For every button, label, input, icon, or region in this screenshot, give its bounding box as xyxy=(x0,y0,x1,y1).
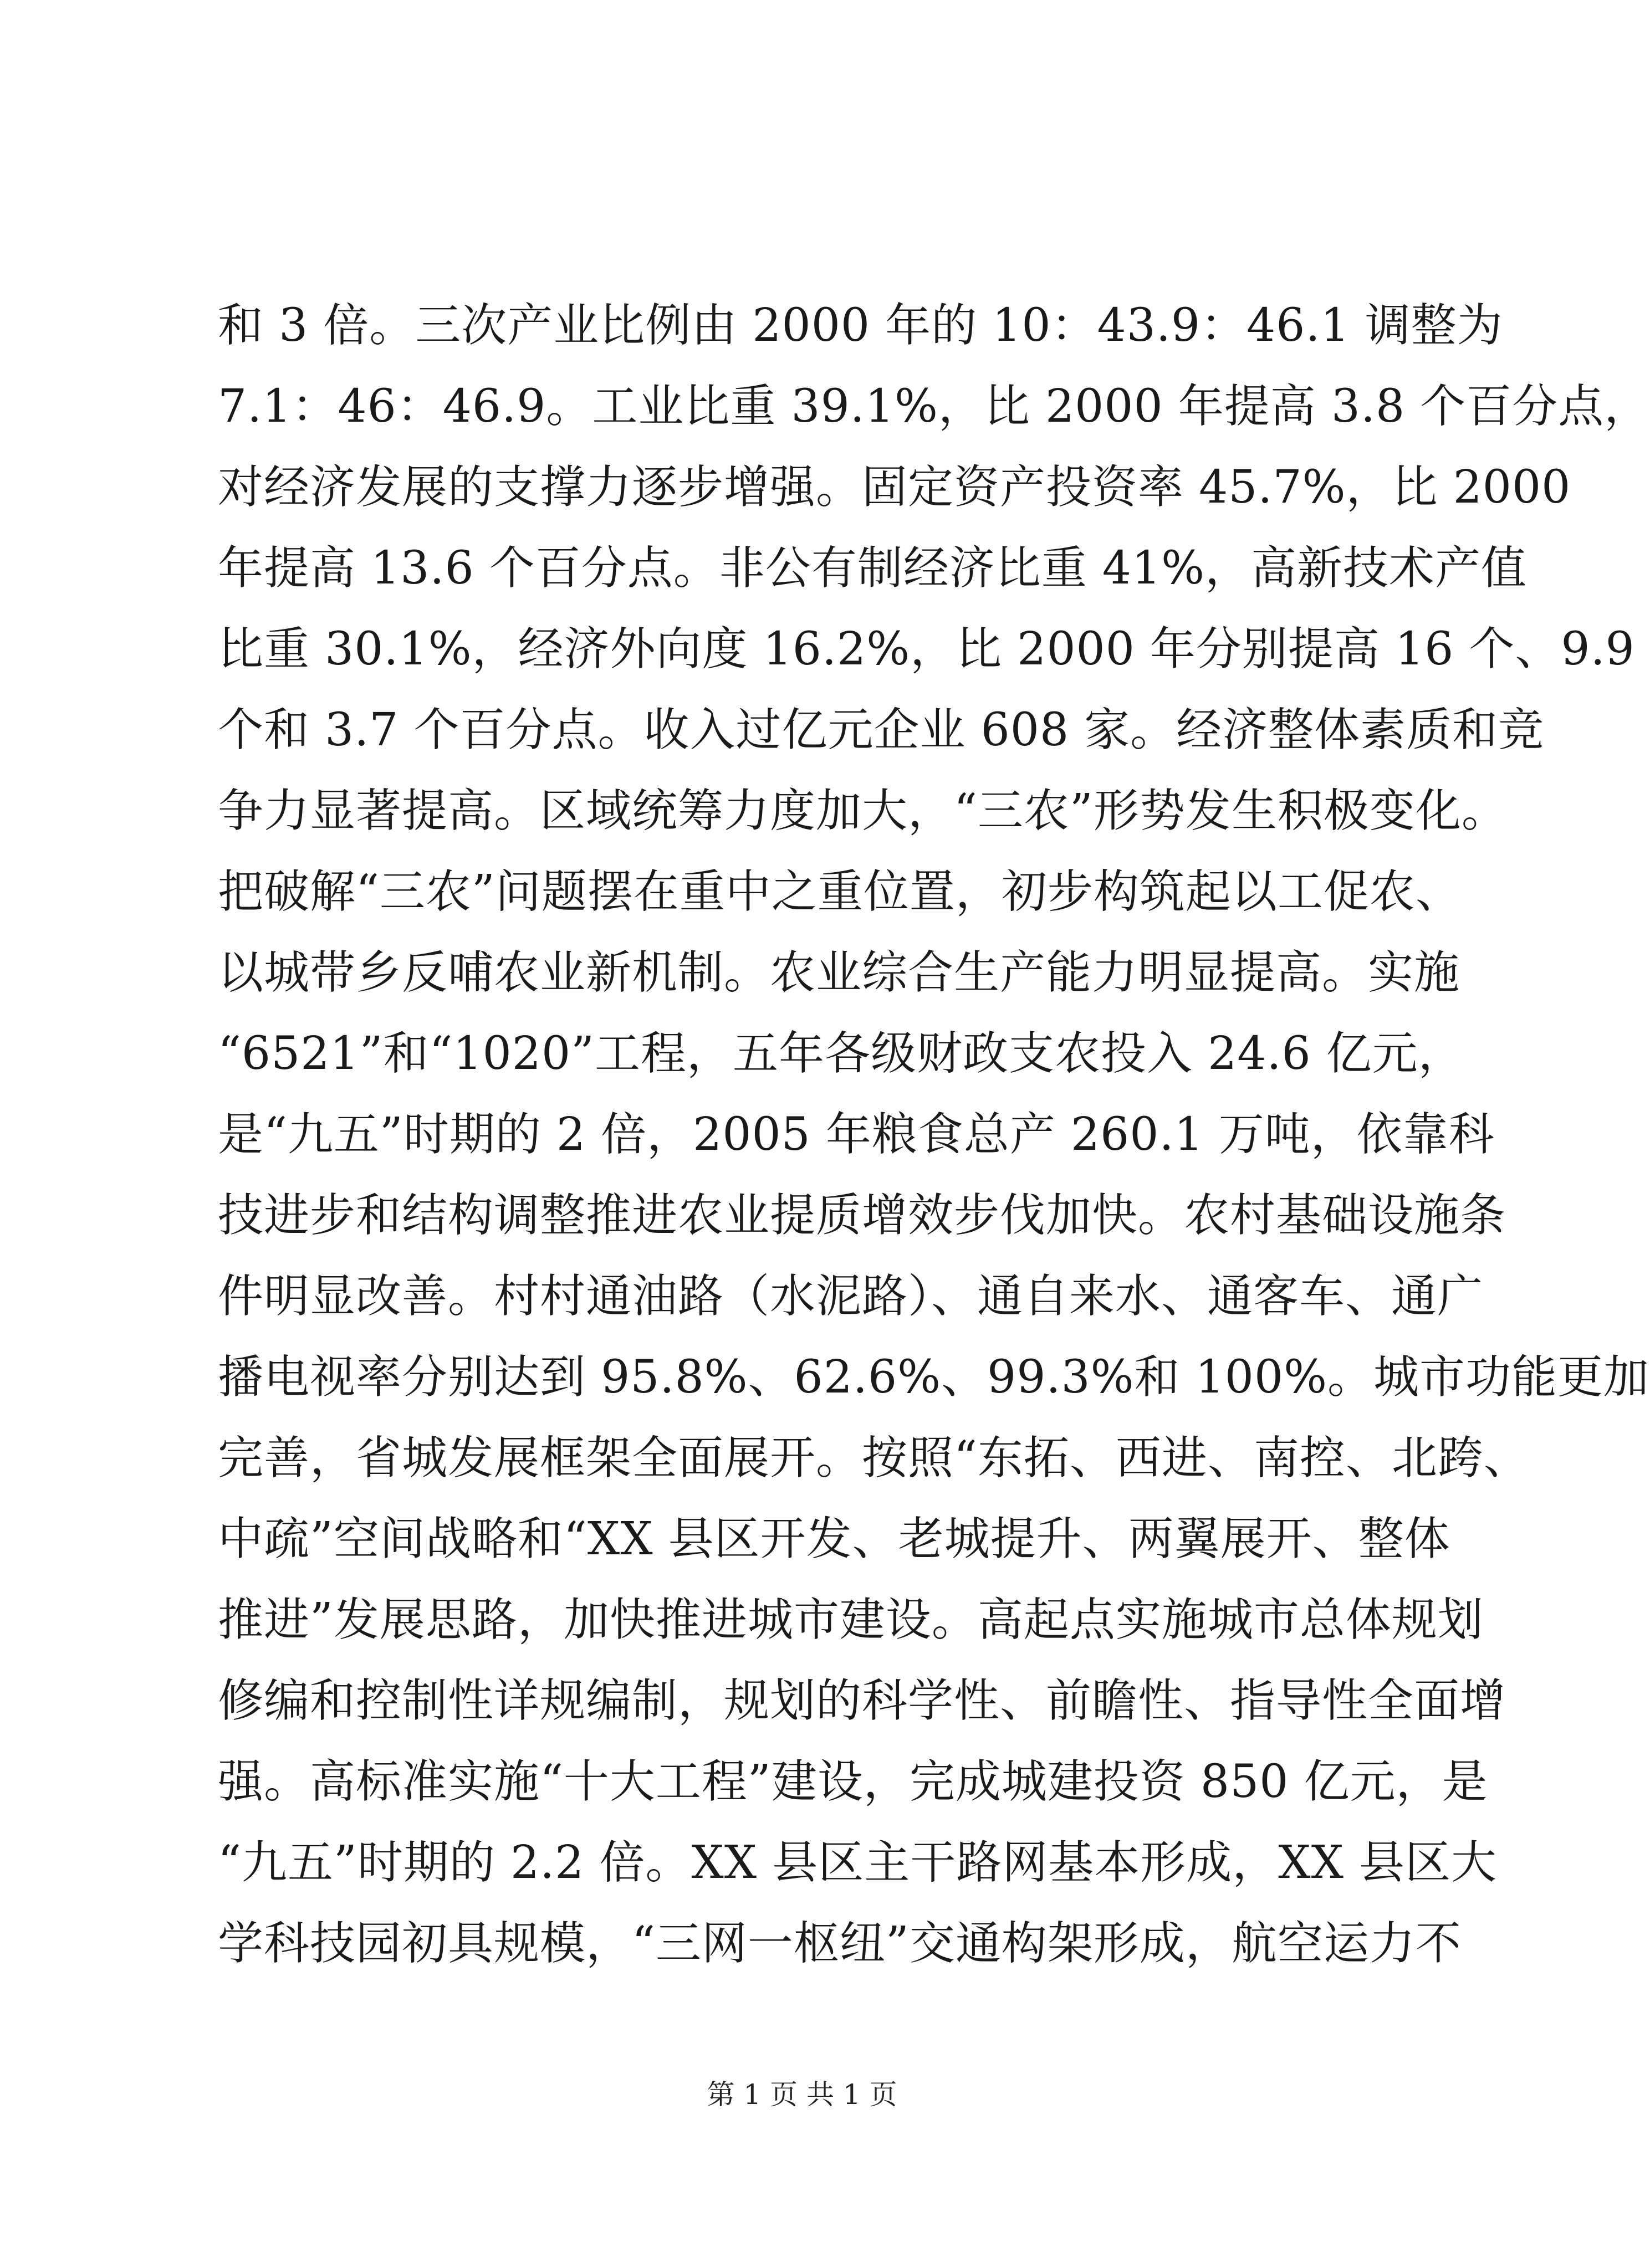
text-line: 件明显改善。村村通油路（水泥路）、通自来水、通客车、通广 xyxy=(218,1270,1484,1323)
text-line: 是“九五”时期的 2 倍，2005 年粮食总产 260.1 万吨，依靠科 xyxy=(218,1108,1495,1161)
body-text xyxy=(218,285,1650,1984)
text-line: 技进步和结构调整推进农业提质增效步伐加快。农村基础设施条 xyxy=(218,1189,1506,1242)
text-line: 学科技园初具规模，“三网一枢纽”交通构架形成，航空运力不 xyxy=(218,1917,1462,1970)
text-line: 争力显著提高。区域统筹力度加大，“三农”形势发生积极变化。 xyxy=(218,785,1508,837)
text-line: 把破解“三农”问题摆在重中之重位置，初步构筑起以工促农、 xyxy=(218,866,1462,918)
text-line: 强。高标准实施“十大工程”建设，完成城建投资 850 亿元，是 xyxy=(218,1755,1488,1808)
text-line: 播电视率分别达到 95.8%、62.6%、99.3%和 100%。城市功能更加 xyxy=(218,1351,1650,1404)
text-line: 和 3 倍。三次产业比例由 2000 年的 10：43.9：46.1 调整为 xyxy=(218,299,1503,352)
text-line: 7.1：46：46.9。工业比重 39.1%，比 2000 年提高 3.8 个百分点， xyxy=(218,380,1650,433)
text-line: 个和 3.7 个百分点。收入过亿元企业 608 家。经济整体素质和竞 xyxy=(218,704,1545,756)
text-line: 中疏”空间战略和“XX 县区开发、老城提升、两翼展开、整体 xyxy=(218,1513,1450,1565)
text-line: 推进”发展思路，加快推进城市建设。高起点实施城市总体规划 xyxy=(218,1594,1484,1646)
text-line: 对经济发展的支撑力逐步增强。固定资产投资率 45.7%，比 2000 xyxy=(218,461,1571,514)
text-line: 完善，省城发展框架全面展开。按照“东拓、西进、南控、北跨、 xyxy=(218,1432,1530,1484)
text-line: 年提高 13.6 个百分点。非公有制经济比重 41%，高新技术产值 xyxy=(218,542,1528,595)
page-footer: 第 1 页 共 1 页 xyxy=(707,2078,897,2111)
text-line: 修编和控制性详规编制，规划的科学性、前瞻性、指导性全面增 xyxy=(218,1675,1506,1727)
text-line: 比重 30.1%，经济外向度 16.2%，比 2000 年分别提高 16 个、9.9 xyxy=(218,623,1635,675)
text-line: “6521”和“1020”工程，五年各级财政支农投入 24.6 亿元， xyxy=(218,1027,1464,1080)
text-line: 以城带乡反哺农业新机制。农业综合生产能力明显提高。实施 xyxy=(218,946,1460,999)
text-line: “九五”时期的 2.2 倍。XX 县区主干路网基本形成，XX 县区大 xyxy=(218,1836,1498,1889)
